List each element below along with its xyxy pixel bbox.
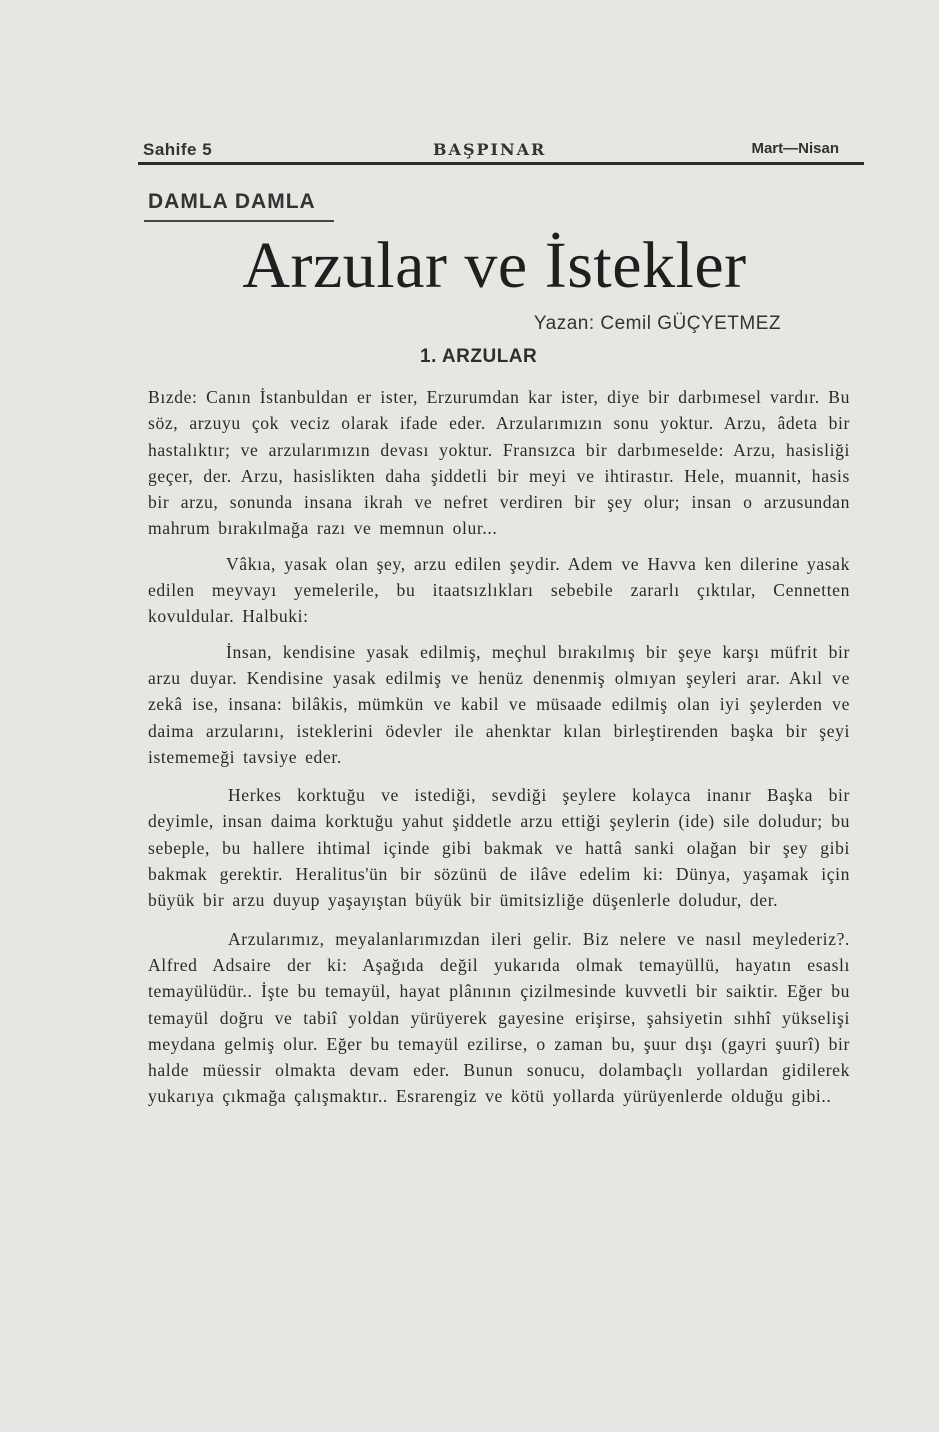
publication-name: BAŞPINAR [433,140,547,159]
section-underline [144,220,334,222]
paragraph: İnsan, kendisine yasak edilmiş, meçhul bırakılmış bir şeye karşı müfrit bir arzu duyar. Kendisine yasak edilmiş ve henüz denenmiş olmıyan şeyleri arar. Akıl ve zekâ ise, insana: bilâkis, mümkün ve kabil ve müsaade edilmiş olan iyi şeylerden ve daima arzularını, isteklerini ödevler ile ahenktar kılan birleştirenden başka bir şeyi istememeği tavsiye eder. [148,641,850,767]
paragraph: Bızde: Canın İstanbuldan er ister, Erzurumdan kar ister, diye bir darbımesel vardır. Bu söz, arzuyu çok veciz olarak ifade eder. Arzularımızın sonu yoktur. Arzu, âdeta bir hastalıktır; ve arzularımızın devası yoktur. Fransızca bir darbımeselde: Arzu, hasisliği geçer, der. Arzu, hasislikten daha şiddetli bir meyi ve ihtirastır. Hele, muannit, hasis bir arzu, sonunda insana ikrah ve nefret verdiren bir şey olur; insan o arzusundan mahrum bırakılmağa razı ve memnun olur... [148,387,850,539]
article-title: Arzular ve İstekler [242,229,747,302]
header-rule [138,162,864,165]
issue-date: Mart—Nisan [751,140,839,157]
paragraph: Herkes korktuğu ve istediği, sevdiği şeylere kolayca inanır Başka bir deyimle, insan daima korktuğu yahut şiddetle arzu ettiği şeylerin (ide) sile doludur; bu sebeple, bu hallere ihtimal içinde gibi bakmak ve hattâ sanki olağan bir şey gibi bakmak gerektir. Heralitus'ün bir sözünü de ilâve edelim ki: Dünya, yaşamak için büyük bir arzu duyup yaşayıştan büyük bir ümitsizliğe düşenlerle doludur, der. [148,785,850,911]
article-body [148,384,850,1119]
section-label: DAMLA DAMLA [148,190,316,213]
running-head [143,140,865,162]
paragraph: Arzularımız, meyalanlarımızdan ileri gelir. Biz nelere ve nasıl meylederiz?. Alfred Adsaire der ki: Aşağıda değil yukarıda olmak temayüllü, hayatın esaslı temayülüdür.. İşte bu temayül, hayat plânının çizilmesinde kuvvetli bir saiktir. Eğer bu temayül doğru ve tabiî yoldan yürüyerek gayesine erişirse, şahsiyetin sıhhî yükselişi meydana gelmiş olur. Eğer bu temayül ezilirse, o zaman bu, şuur dışı (gayri şuurî) bir halde müessir olmakta devam eder. Bunun sonucu, dolambaçlı yollardan gidilerek yukarıya çıkmağa çalışmaktır.. Esrarengiz ve kötü yollarda yürüyenlerde olduğu gibi.. [148,928,850,1107]
byline: Yazan: Cemil GÜÇYETMEZ [533,313,781,334]
page-number-label: Sahife 5 [143,140,213,159]
paragraph: Vâkıa, yasak olan şey, arzu edilen şeydir. Adem ve Havva ken dilerine yasak edilen meyvayı yemelerile, bu itaatsızlıkları sebebile zararlı çıktılar, Cennetten kovuldular. Halbuki: [148,553,850,627]
subheading: 1. ARZULAR [420,346,538,367]
